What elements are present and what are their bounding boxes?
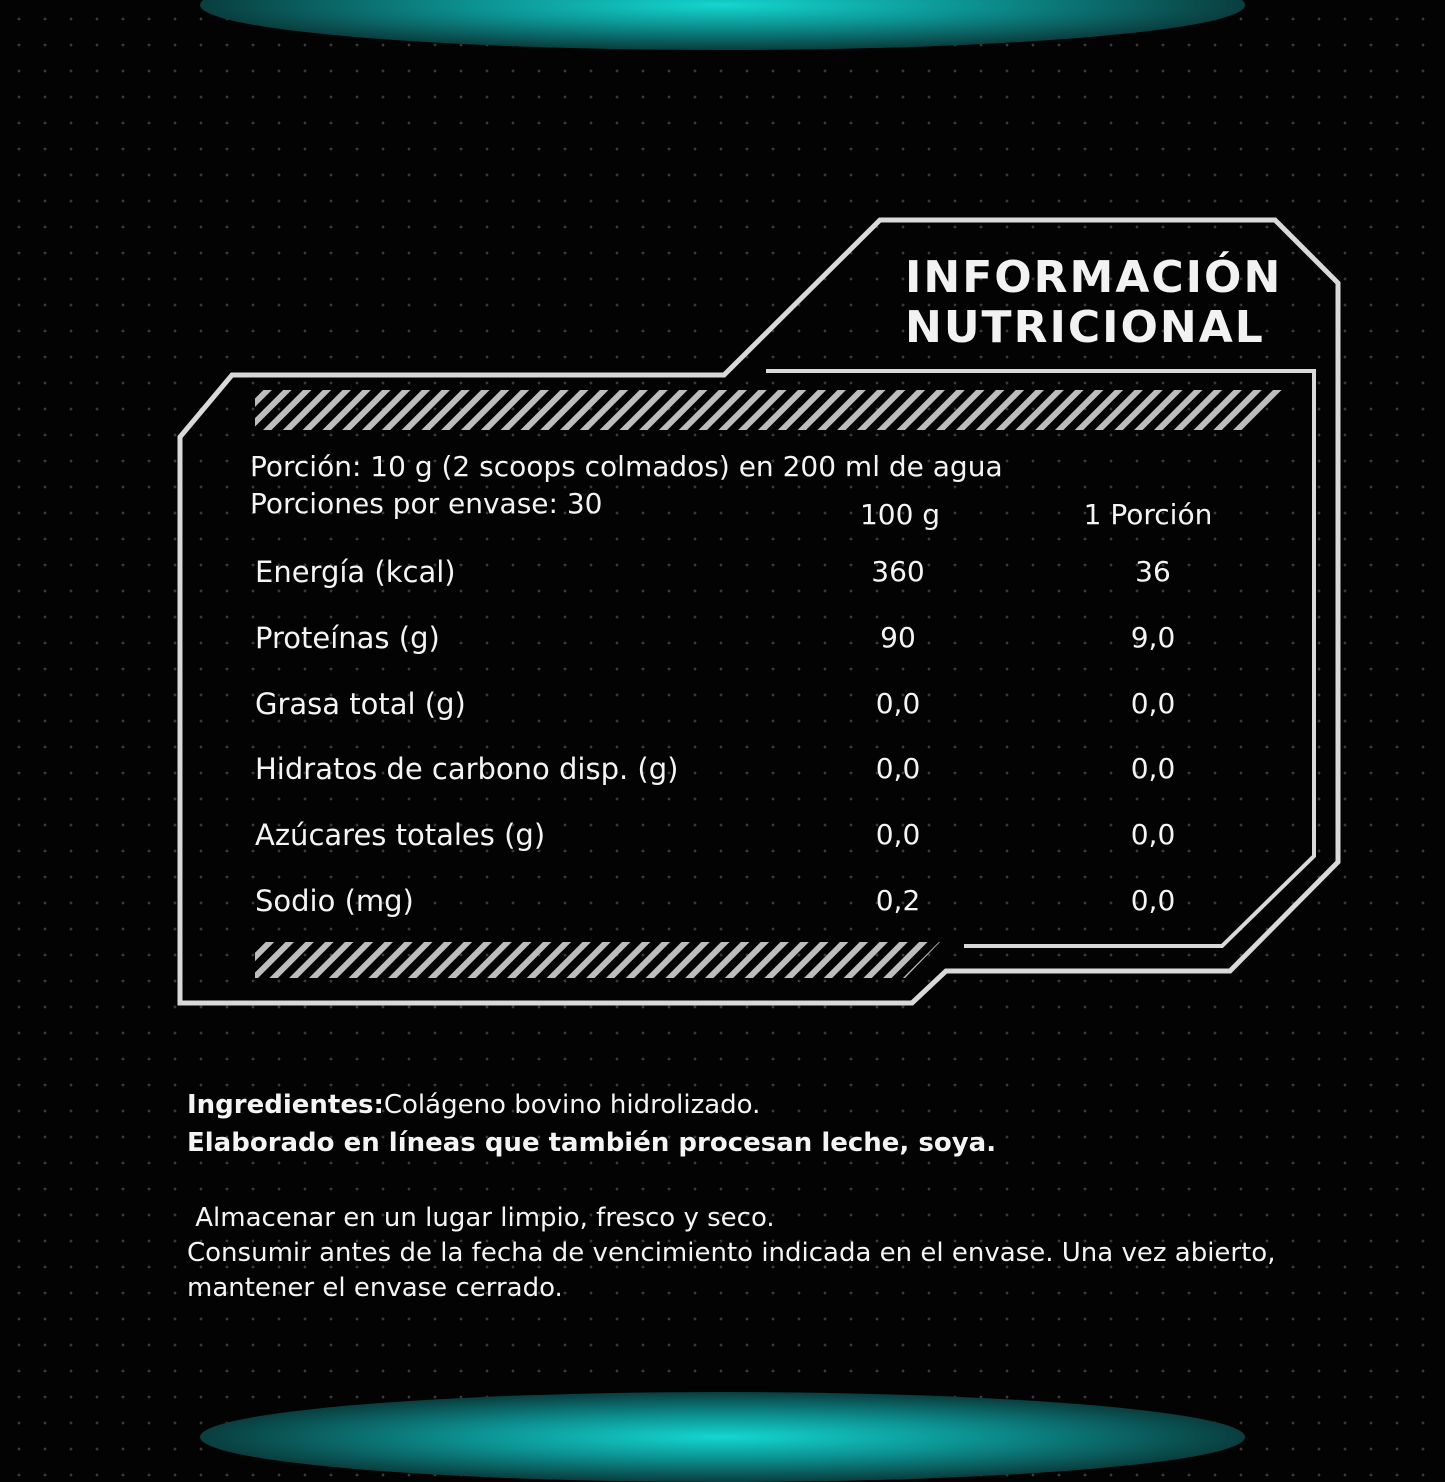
row-label: Azúcares totales (g) bbox=[255, 818, 546, 852]
ingredients-line bbox=[187, 1086, 996, 1124]
column-header-100g: 100 g bbox=[859, 498, 941, 531]
row-value-portion: 36 bbox=[1135, 555, 1171, 588]
row-value-100g: 0,0 bbox=[875, 687, 921, 720]
panel-title bbox=[905, 253, 1282, 353]
storage-instructions bbox=[187, 1201, 1275, 1306]
ingredients-text: Colágeno bovino hidrolizado. bbox=[383, 1090, 761, 1120]
panel-title-line1: INFORMACIÓN bbox=[905, 252, 1283, 303]
row-value-portion: 9,0 bbox=[1130, 621, 1176, 654]
row-value-100g: 0,2 bbox=[875, 884, 921, 917]
row-label: Proteínas (g) bbox=[255, 621, 440, 655]
row-value-100g: 360 bbox=[871, 555, 925, 588]
ingredients-section bbox=[187, 1086, 996, 1162]
row-value-100g: 90 bbox=[880, 621, 916, 654]
ingredients-label: Ingredientes: bbox=[187, 1090, 384, 1120]
row-value-portion: 0,0 bbox=[1130, 752, 1176, 785]
allergen-note: Elaborado en líneas que también procesan leche, soya. bbox=[187, 1128, 997, 1158]
column-header-portion: 1 Porción bbox=[1083, 498, 1213, 531]
storage-line-1: Almacenar en un lugar limpio, fresco y seco. bbox=[187, 1203, 775, 1233]
row-label: Grasa total (g) bbox=[255, 687, 466, 721]
top-hatch-bar bbox=[255, 390, 1283, 430]
panel-title-line2: NUTRICIONAL bbox=[905, 302, 1265, 353]
row-value-100g: 0,0 bbox=[875, 752, 921, 785]
row-value-portion: 0,0 bbox=[1130, 884, 1176, 917]
storage-line-2: Consumir antes de la fecha de vencimiento indicada en el envase. Una vez abierto, bbox=[187, 1238, 1276, 1268]
bottom-hatch-bar bbox=[255, 942, 940, 978]
row-label: Hidratos de carbono disp. (g) bbox=[255, 752, 679, 786]
servings-per-container: Porciones por envase: 30 bbox=[250, 487, 603, 520]
row-label: Sodio (mg) bbox=[255, 884, 414, 918]
portion-text: Porción: 10 g (2 scoops colmados) en 200 ml de agua bbox=[250, 450, 1003, 483]
row-value-portion: 0,0 bbox=[1130, 818, 1176, 851]
row-label: Energía (kcal) bbox=[255, 555, 456, 589]
row-value-100g: 0,0 bbox=[875, 818, 921, 851]
storage-line-3: mantener el envase cerrado. bbox=[187, 1273, 563, 1303]
row-value-portion: 0,0 bbox=[1130, 687, 1176, 720]
